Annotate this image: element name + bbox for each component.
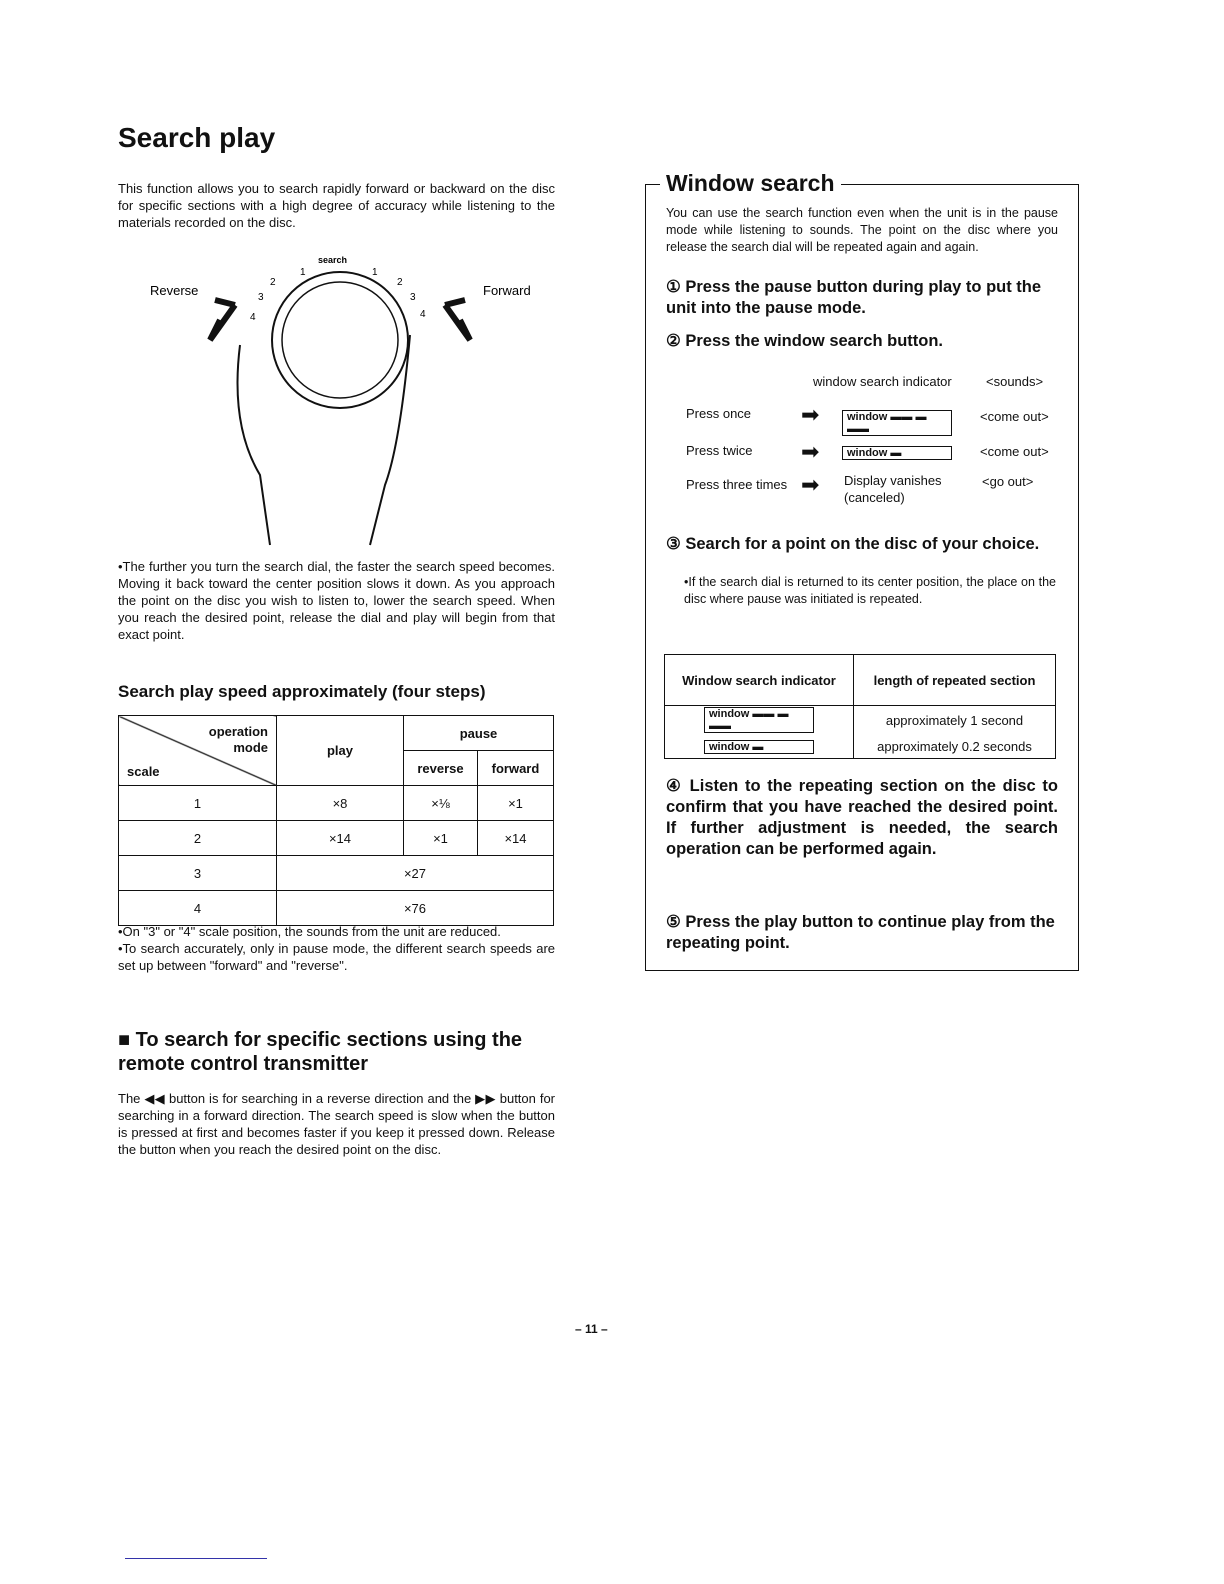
header-length: length of repeated section [854, 655, 1056, 706]
tick: 1 [300, 267, 306, 278]
table-row [119, 856, 554, 891]
note: •On "3" or "4" scale position, the sounds from the unit are reduced. [118, 924, 501, 939]
cell: ×14 [477, 821, 553, 856]
dial-inner [282, 282, 398, 398]
window-intro: You can use the search function even when the unit is in the pause mode while listening to sounds. The point on the disc where you release the search dial will be repeated again and again. [666, 206, 1058, 254]
intro-text: This function allows you to search rapidly forward or backward on the disc for specific sections with a high degree of accuracy while listening to the materials recorded on the disc. [118, 181, 555, 230]
window-search-title: Window search [660, 170, 841, 197]
sound-state: <come out> [980, 409, 1049, 424]
header-pause: pause [404, 716, 554, 751]
hand-icon [238, 335, 411, 545]
header-scale: scale [127, 764, 160, 779]
press-label: Press three times [686, 477, 788, 492]
indicator-display: window ▬▬ ▬ ▬▬ [842, 410, 952, 436]
table-row [119, 786, 554, 821]
indicator-display: Display vanishes (canceled) [844, 473, 942, 505]
tick: 2 [270, 277, 276, 288]
tick: 2 [397, 277, 403, 288]
step-2: ② Press the window search button. [666, 332, 944, 350]
header-diagonal-cell [119, 716, 277, 786]
header-play: play [277, 716, 404, 786]
arrow-right-icon: ➡ [801, 472, 820, 497]
cell: 2 [119, 821, 277, 856]
speed-table-title: Search play speed approximately (four steps) [118, 682, 486, 701]
arrow-right-icon: ➡ [801, 439, 820, 464]
speed-notes [118, 923, 555, 974]
speed-table [118, 715, 554, 926]
indicator-display: window ▬ [704, 740, 814, 754]
cell: 4 [119, 891, 277, 926]
forward-label: Forward [483, 283, 531, 298]
cell: approximately 0.2 seconds [854, 734, 1056, 759]
header-reverse: reverse [404, 751, 478, 786]
table-row [665, 734, 1056, 759]
tick: 4 [250, 312, 256, 323]
arrow-right-icon: ➡ [801, 402, 820, 427]
diagram-header-indicator: window search indicator [813, 374, 952, 389]
page-number: – 11 – [575, 1322, 608, 1336]
table-row [119, 891, 554, 926]
remote-section-title: ■ To search for specific sections using the remote control transmitter [118, 1029, 523, 1075]
table-row [665, 706, 1056, 735]
window-indicator-table [664, 654, 1056, 759]
cell: ×1 [404, 821, 478, 856]
diagram-header-sounds: <sounds> [986, 374, 1044, 389]
search-dial-illustration [140, 245, 560, 565]
dial-search-label: search [318, 255, 348, 265]
header-operation: operation [208, 724, 268, 739]
cell: ×14 [277, 821, 404, 856]
window-search-box [645, 170, 1079, 971]
header-forward: forward [477, 751, 553, 786]
tick: 4 [420, 309, 426, 320]
step-4: ④ Listen to the repeating section on the disc to confirm that you have reached the desired point. If further adjustment is needed, the search operation can be performed again. [666, 777, 1058, 858]
remote-text: The ◀◀ button is for searching in a reverse direction and the ▶▶ button for searching in a forward direction. The search speed is slow when the button is pressed at first and becomes faster if you keep it pressed down. Release the button when you reach the desired point on the disc. [118, 1091, 555, 1157]
reverse-arrow-icon [210, 300, 235, 340]
cell: approximately 1 second [854, 706, 1056, 735]
cell: ×27 [277, 856, 554, 891]
tick: 3 [410, 292, 416, 303]
indicator-display: window ▬▬ ▬ ▬▬ [704, 707, 814, 733]
step-3: ③ Search for a point on the disc of your choice. [666, 535, 1040, 553]
page-title: Search play [118, 122, 276, 153]
tick: 3 [258, 292, 264, 303]
sound-state: <go out> [982, 474, 1034, 489]
sound-state: <come out> [980, 444, 1049, 459]
footer-rule [125, 1558, 267, 1559]
press-label: Press once [686, 406, 752, 421]
header-mode: mode [233, 740, 268, 755]
step-1: ① Press the pause button during play to put the unit into the pause mode. [666, 278, 1042, 317]
cell: ×⅛ [404, 786, 478, 821]
note: •To search accurately, only in pause mode, the different search speeds are set up between "forward" and "reverse". [118, 941, 555, 973]
tick: 1 [372, 267, 378, 278]
dial-outer [272, 272, 408, 408]
step-5: ⑤ Press the play button to continue play from the repeating point. [666, 913, 1055, 952]
header-indicator: Window search indicator [665, 655, 854, 706]
cell: ×1 [477, 786, 553, 821]
step-3-note: •If the search dial is returned to its center position, the place on the disc where pause was initiated is repeated. [684, 575, 1056, 606]
cell: 1 [119, 786, 277, 821]
cell: 3 [119, 856, 277, 891]
table-row [119, 821, 554, 856]
press-label: Press twice [686, 443, 753, 458]
forward-arrow-icon [445, 300, 470, 340]
indicator-display: window ▬ [842, 446, 952, 460]
reverse-label: Reverse [150, 283, 199, 298]
dial-note: •The further you turn the search dial, the faster the search speed becomes. Moving it back toward the center position slows it down. As you approach the point on the disc you wish to listen to, lower the search speed. When you reach the desired point, release the dial and play will begin from that exact point. [118, 559, 555, 642]
cell: ×76 [277, 891, 554, 926]
cell: ×8 [277, 786, 404, 821]
